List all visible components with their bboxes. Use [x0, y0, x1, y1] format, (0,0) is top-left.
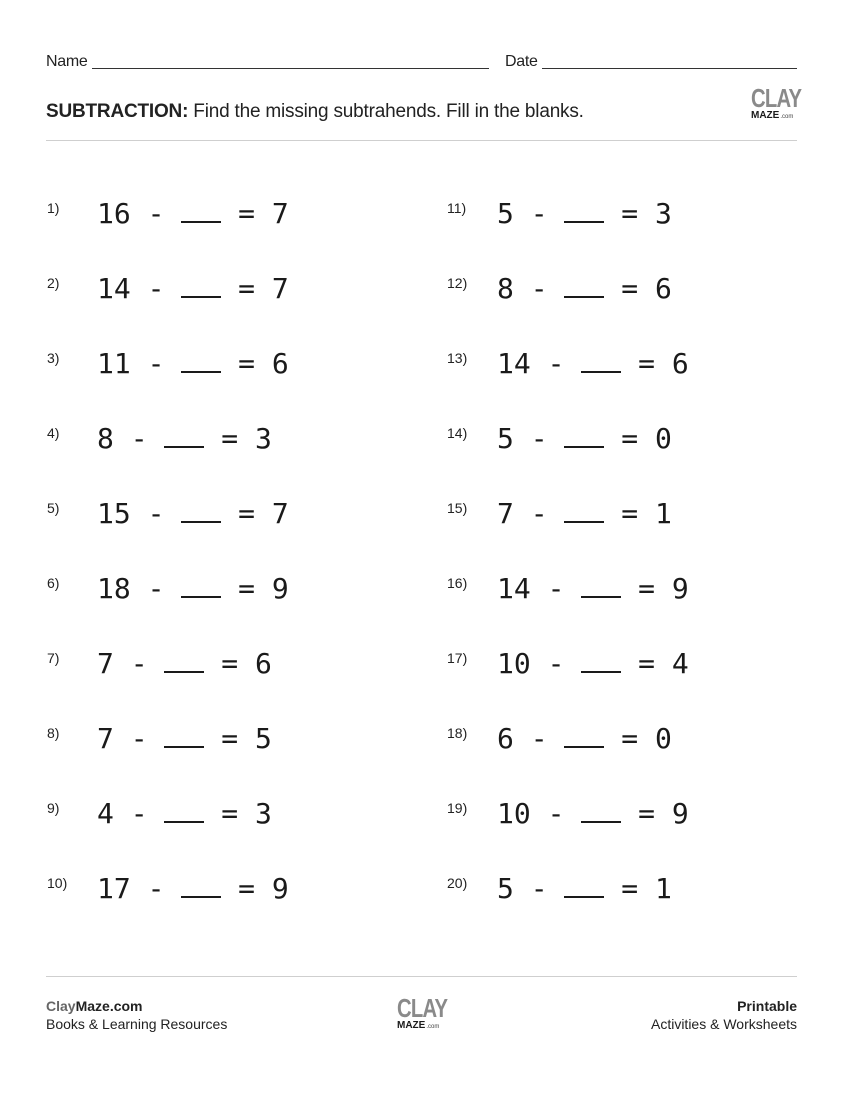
minuend: 7 [97, 722, 114, 755]
problem-expression [497, 573, 689, 605]
logo-maze: MAZE.com [751, 110, 794, 121]
equals-sign: = [204, 797, 256, 830]
minuend: 6 [497, 722, 514, 755]
minus-sign: - [130, 197, 182, 230]
problem-number: 17) [447, 650, 468, 666]
difference: 6 [671, 347, 689, 380]
difference: 1 [655, 497, 672, 530]
problem-expression [497, 498, 672, 530]
minus-sign: - [130, 347, 182, 380]
equals-sign: = [604, 497, 656, 530]
difference: 4 [671, 647, 689, 680]
problem-number: 10) [47, 875, 68, 891]
difference: 6 [655, 272, 672, 305]
problem-expression [97, 423, 272, 455]
minus-sign: - [530, 797, 582, 830]
equals-sign: = [221, 347, 272, 380]
problem-number: 8) [47, 725, 60, 741]
equals-sign: = [204, 722, 256, 755]
answer-blank[interactable] [181, 574, 221, 598]
footer-right [651, 997, 797, 1033]
name-field[interactable] [92, 68, 489, 69]
logo-clay: CLAY [751, 83, 802, 113]
problem-expression [97, 723, 272, 755]
answer-blank[interactable] [164, 649, 204, 673]
problem-item [447, 873, 807, 913]
answer-blank[interactable] [164, 799, 204, 823]
answer-blank[interactable] [564, 499, 604, 523]
problem-item [447, 573, 807, 613]
footer-left [46, 997, 227, 1033]
minus-sign: - [513, 872, 565, 905]
problem-number: 19) [447, 800, 468, 816]
equals-sign: = [621, 347, 672, 380]
problem-expression [97, 798, 272, 830]
problem-expression [97, 348, 289, 380]
difference: 6 [255, 647, 272, 680]
difference: 3 [255, 797, 272, 830]
problem-expression [497, 873, 672, 905]
difference: 3 [655, 197, 672, 230]
problem-number: 3) [47, 350, 60, 366]
problem-item [47, 498, 407, 538]
minuend: 18 [97, 572, 131, 605]
problem-item [47, 798, 407, 838]
problem-expression [97, 873, 289, 905]
equals-sign: = [221, 572, 272, 605]
problem-expression [497, 273, 672, 305]
equals-sign: = [604, 197, 656, 230]
problem-expression [97, 498, 289, 530]
problem-expression [97, 573, 289, 605]
difference: 9 [271, 872, 289, 905]
answer-blank[interactable] [181, 499, 221, 523]
problem-expression [97, 648, 272, 680]
difference: 9 [271, 572, 289, 605]
instructions [46, 101, 584, 123]
problem-expression [497, 648, 689, 680]
problem-expression [497, 423, 672, 455]
problem-number: 7) [47, 650, 60, 666]
minuend: 14 [497, 572, 531, 605]
equals-sign: = [221, 197, 272, 230]
difference: 9 [671, 797, 689, 830]
difference: 0 [655, 422, 672, 455]
equals-sign: = [204, 422, 256, 455]
problem-number: 18) [447, 725, 468, 741]
equals-sign: = [621, 572, 672, 605]
minuend: 14 [497, 347, 531, 380]
problem-number: 13) [447, 350, 468, 366]
minuend: 8 [97, 422, 114, 455]
equals-sign: = [221, 497, 272, 530]
minuend: 5 [497, 197, 514, 230]
equals-sign: = [604, 422, 656, 455]
equals-sign: = [221, 272, 272, 305]
problem-item [47, 573, 407, 613]
answer-blank[interactable] [564, 424, 604, 448]
problem-number: 1) [47, 200, 60, 216]
minus-sign: - [130, 872, 182, 905]
answer-blank[interactable] [581, 574, 621, 598]
footer-logo-maze: MAZE.com [397, 1020, 440, 1031]
minus-sign: - [113, 722, 165, 755]
problem-number: 6) [47, 575, 60, 591]
difference: 3 [255, 422, 272, 455]
minus-sign: - [130, 497, 182, 530]
problem-item [47, 648, 407, 688]
problem-item [447, 723, 807, 763]
minus-sign: - [130, 572, 182, 605]
footer-right-subtitle: Activities & Worksheets [650, 1016, 797, 1032]
minus-sign: - [513, 497, 565, 530]
minus-sign: - [513, 197, 565, 230]
answer-blank[interactable] [581, 349, 621, 373]
date-field[interactable] [542, 68, 797, 69]
minuend: 5 [497, 872, 514, 905]
difference: 7 [271, 497, 289, 530]
minus-sign: - [113, 647, 165, 680]
problem-expression [97, 198, 289, 230]
answer-blank[interactable] [181, 199, 221, 223]
problem-number: 14) [447, 425, 468, 441]
difference: 7 [271, 197, 289, 230]
problem-number: 5) [47, 500, 60, 516]
problem-number: 9) [47, 800, 60, 816]
problem-number: 15) [447, 500, 468, 516]
answer-blank[interactable] [164, 424, 204, 448]
difference: 6 [271, 347, 289, 380]
difference: 7 [271, 272, 289, 305]
instruction-heading: SUBTRACTION: [46, 101, 189, 122]
problem-expression [497, 723, 672, 755]
problem-item [47, 273, 407, 313]
problem-item [447, 198, 807, 238]
minus-sign: - [513, 272, 565, 305]
minuend: 7 [97, 647, 114, 680]
minus-sign: - [113, 797, 165, 830]
problem-number: 2) [47, 275, 60, 291]
minuend: 10 [497, 797, 531, 830]
answer-blank[interactable] [564, 199, 604, 223]
minuend: 16 [97, 197, 131, 230]
problem-number: 4) [47, 425, 60, 441]
footer-claymaze-logo [397, 993, 448, 1032]
minuend: 10 [497, 647, 531, 680]
problem-expression [97, 273, 289, 305]
minus-sign: - [530, 647, 582, 680]
footer-right-title: Printable [737, 998, 797, 1014]
problem-number: 11) [447, 200, 467, 216]
minuend: 5 [497, 422, 514, 455]
header-divider [46, 140, 797, 141]
equals-sign: = [604, 722, 656, 755]
minuend: 15 [97, 497, 131, 530]
answer-blank[interactable] [181, 874, 221, 898]
answer-blank[interactable] [181, 349, 221, 373]
minuend: 14 [97, 272, 131, 305]
problem-number: 16) [447, 575, 468, 591]
difference: 1 [655, 872, 672, 905]
answer-blank[interactable] [564, 724, 604, 748]
minus-sign: - [130, 272, 182, 305]
equals-sign: = [604, 872, 656, 905]
footer-divider [46, 976, 797, 977]
problem-item [47, 423, 407, 463]
problem-item [47, 198, 407, 238]
answer-blank[interactable] [581, 649, 621, 673]
problem-item [47, 723, 407, 763]
equals-sign: = [204, 647, 256, 680]
name-label: Name [46, 53, 88, 70]
problem-number: 12) [447, 275, 468, 291]
date-label: Date [505, 53, 538, 70]
footer-logo-clay: CLAY [397, 993, 448, 1023]
answer-blank[interactable] [581, 799, 621, 823]
minus-sign: - [513, 722, 565, 755]
difference: 0 [655, 722, 672, 755]
minuend: 8 [497, 272, 514, 305]
minus-sign: - [530, 572, 582, 605]
answer-blank[interactable] [564, 274, 604, 298]
minuend: 17 [97, 872, 131, 905]
minus-sign: - [530, 347, 582, 380]
problem-expression [497, 348, 689, 380]
instruction-text: Find the missing subtrahends. Fill in the blanks. [188, 101, 584, 122]
problem-item [47, 873, 407, 913]
difference: 9 [671, 572, 689, 605]
equals-sign: = [621, 797, 672, 830]
minuend: 11 [97, 347, 131, 380]
problem-expression [497, 798, 689, 830]
problem-number: 20) [447, 875, 468, 891]
problem-item [447, 348, 807, 388]
answer-blank[interactable] [164, 724, 204, 748]
minus-sign: - [513, 422, 565, 455]
equals-sign: = [221, 872, 272, 905]
minuend: 7 [497, 497, 514, 530]
problem-item [447, 648, 807, 688]
problem-item [447, 423, 807, 463]
minus-sign: - [113, 422, 165, 455]
problem-item [447, 273, 807, 313]
footer-brand: ClayMaze.com [46, 998, 143, 1014]
problem-item [447, 798, 807, 838]
answer-blank[interactable] [181, 274, 221, 298]
problem-item [447, 498, 807, 538]
equals-sign: = [621, 647, 672, 680]
answer-blank[interactable] [564, 874, 604, 898]
difference: 5 [255, 722, 272, 755]
problem-item [47, 348, 407, 388]
claymaze-logo [751, 83, 802, 122]
minuend: 4 [97, 797, 114, 830]
equals-sign: = [604, 272, 656, 305]
footer-left-subtitle: Books & Learning Resources [46, 1016, 228, 1032]
problem-expression [497, 198, 672, 230]
